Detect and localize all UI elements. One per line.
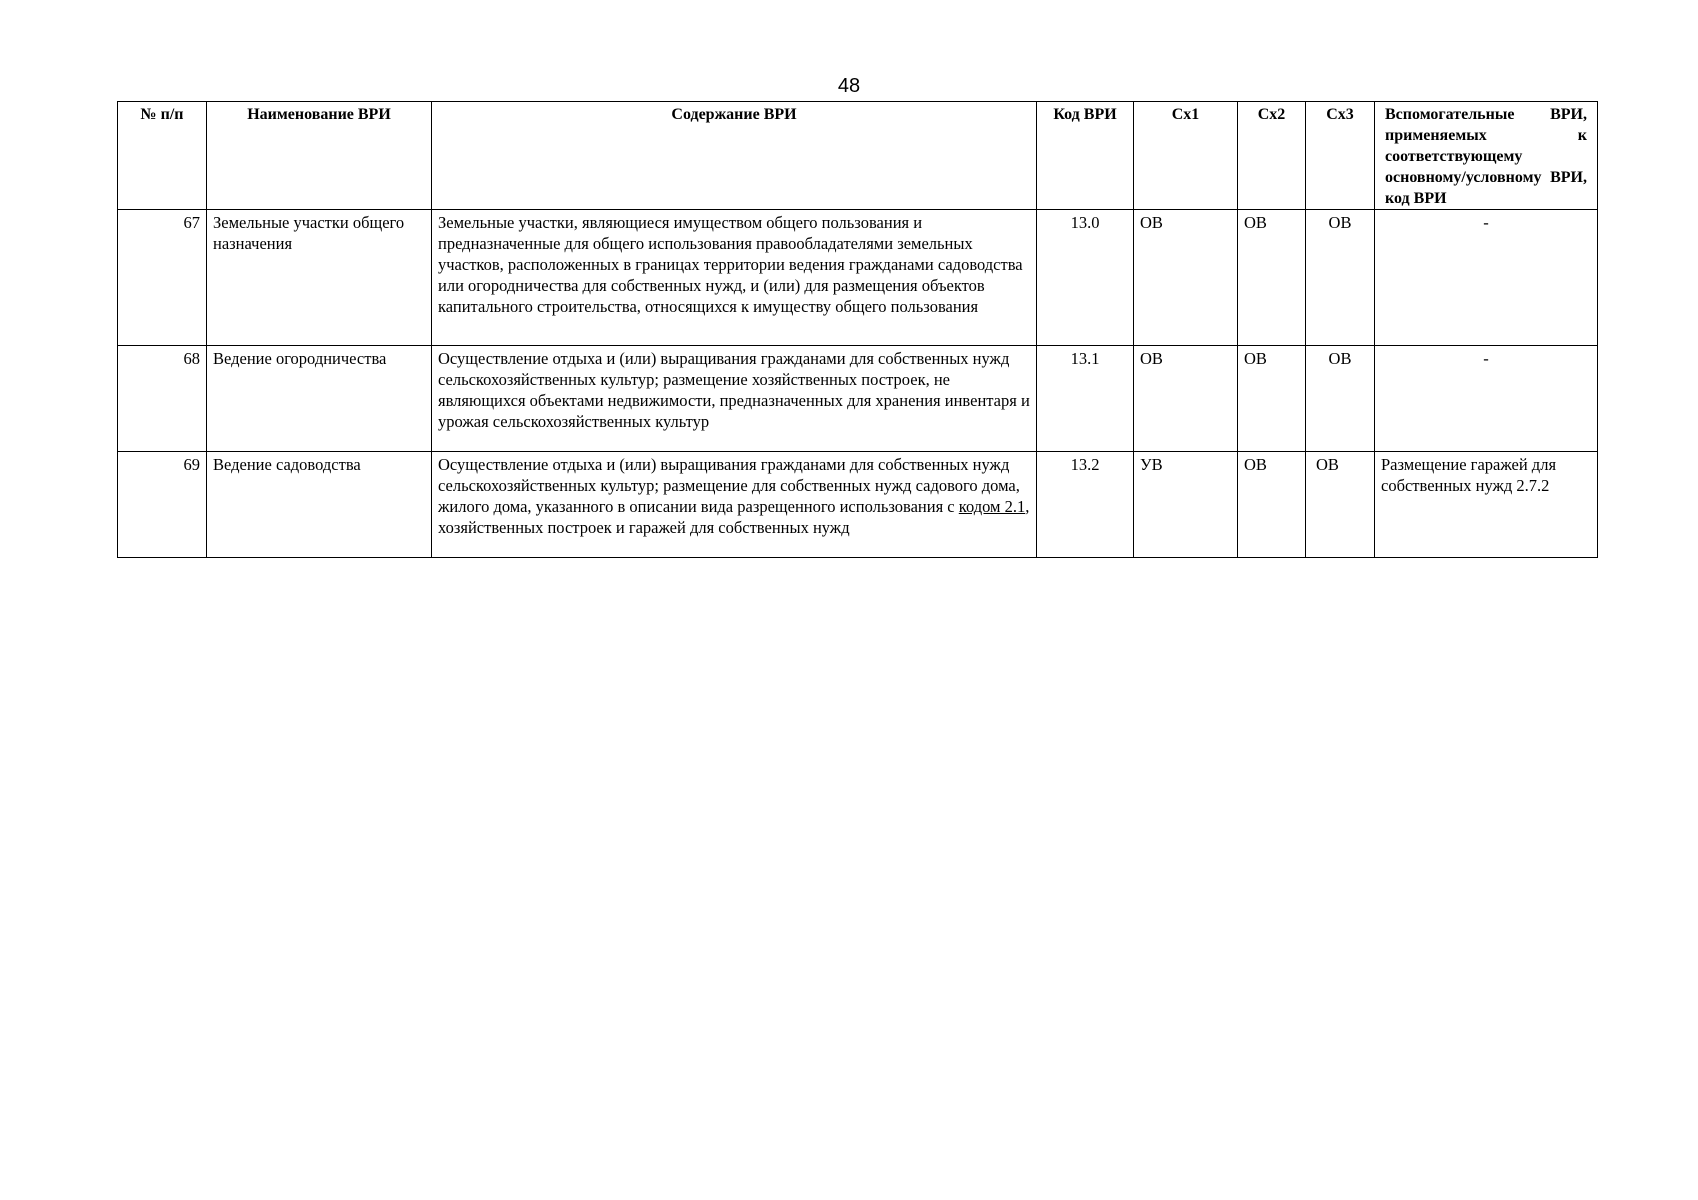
row-cx1: ОВ <box>1134 210 1238 346</box>
row-content: Земельные участки, являющиеся имуществом общего пользования и предназначенные для общего использования правообладателями земельных участков, расположенных в границах территории ведения гражданами садоводства или огородничества для собственных нужд, и (или) для размещения объектов капитального строительства, относящихся к имуществу общего пользования <box>432 210 1037 346</box>
vri-table <box>117 101 1598 558</box>
row-number: 67 <box>118 210 207 346</box>
row-cx1: УВ <box>1134 452 1238 558</box>
header-num: № п/п <box>118 102 207 210</box>
table-row <box>118 346 1598 452</box>
row-content <box>432 452 1037 558</box>
row-code: 13.2 <box>1037 452 1134 558</box>
header-content: Содержание ВРИ <box>432 102 1037 210</box>
header-cx1: Сх1 <box>1134 102 1238 210</box>
row-content-text-tail: , хозяйственных построек и гаражей для собственных нужд <box>438 497 1030 537</box>
code-reference-link[interactable]: кодом 2.1 <box>958 497 1026 516</box>
row-content: Осуществление отдыха и (или) выращивания гражданами для собственных нужд сельскохозяйственных культур; размещение хозяйственных построек, не являющихся объектами недвижимости, предназначенных для хранения инвентаря и урожая сельскохозяйственных культур <box>432 346 1037 452</box>
row-content-text: Осуществление отдыха и (или) выращивания гражданами для собственных нужд сельскохозяйственных культур; размещение для собственных нужд садового дома, жилого дома, указанного в описании вида разрещенного использования с <box>438 455 1020 516</box>
row-name: Земельные участки общего назначения <box>207 210 432 346</box>
header-cx2: Сх2 <box>1238 102 1306 210</box>
row-cx3: ОВ <box>1306 210 1375 346</box>
row-cx2: ОВ <box>1238 346 1306 452</box>
row-cx3: ОВ <box>1306 346 1375 452</box>
row-code: 13.1 <box>1037 346 1134 452</box>
row-code: 13.0 <box>1037 210 1134 346</box>
row-cx2: ОВ <box>1238 210 1306 346</box>
row-aux: - <box>1375 210 1598 346</box>
row-name: Ведение огородничества <box>207 346 432 452</box>
row-aux: Размещение гаражей для собственных нужд 2.7.2 <box>1375 452 1598 558</box>
row-aux: - <box>1375 346 1598 452</box>
table-row <box>118 210 1598 346</box>
table-header-row <box>118 102 1598 210</box>
row-cx2: ОВ <box>1238 452 1306 558</box>
row-cx1: ОВ <box>1134 346 1238 452</box>
page-number: 48 <box>837 75 861 97</box>
table-row <box>118 452 1598 558</box>
header-aux: Вспомогательные ВРИ, применяемых к соответствующему основному/условному ВРИ, код ВРИ <box>1375 102 1598 210</box>
row-number: 68 <box>118 346 207 452</box>
row-number: 69 <box>118 452 207 558</box>
row-name: Ведение садоводства <box>207 452 432 558</box>
header-cx3: Сх3 <box>1306 102 1375 210</box>
row-cx3: ОВ <box>1306 452 1375 558</box>
header-code: Код ВРИ <box>1037 102 1134 210</box>
header-name: Наименование ВРИ <box>207 102 432 210</box>
